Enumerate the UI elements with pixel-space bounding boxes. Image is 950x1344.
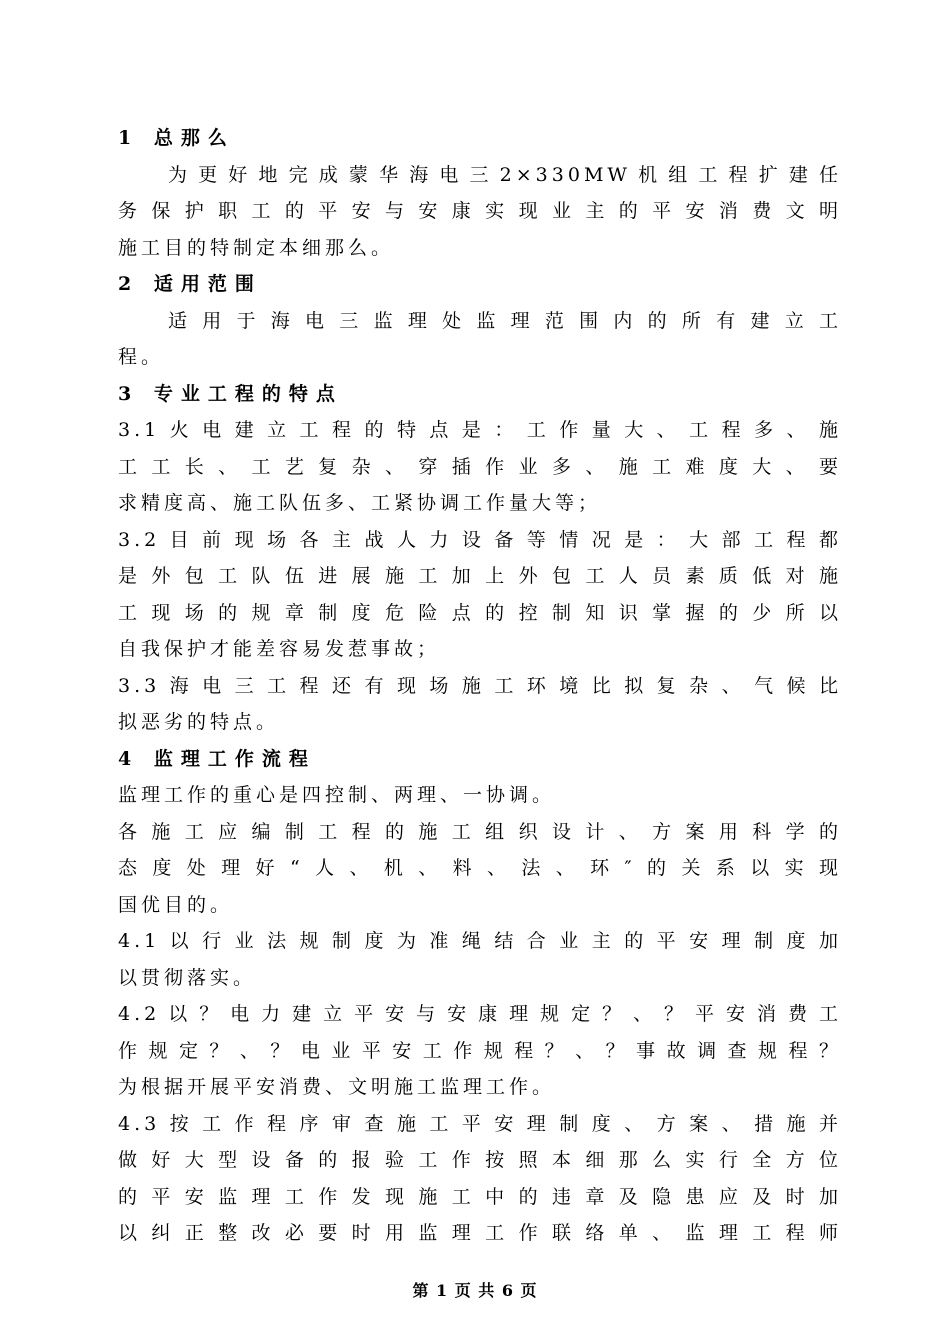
page-footer: 第 1 页 共 6 页 [412, 1281, 538, 1300]
section-heading: 2 适用范围 [118, 273, 262, 295]
body-text-line: 态度处理好“人、机、料、法、环″的关系以实现 [118, 857, 842, 879]
body-text-line: 务保护职工的平安与安康实现业主的平安消费文明 [118, 200, 842, 222]
body-text-line: 监理工作的重心是四控制、两理、一协调。 [118, 784, 556, 806]
body-text-line: 的平安监理工作发现施工中的违章及隐患应及时加 [118, 1185, 842, 1208]
body-text-line: 适用于海电三监理处监理范围内的所有建立工 [168, 309, 842, 332]
body-text-line: 为根据开展平安消费、文明施工监理工作。 [118, 1076, 556, 1098]
body-text-line: 作规定？、？电业平安工作规程？、？事故调查规程？ [118, 1039, 842, 1062]
body-text-line: 4.3按工作程序审查施工平安理制度、方案、措施并 [118, 1112, 842, 1135]
body-text-line: 以贯彻落实。 [118, 966, 257, 989]
body-text-line: 4.1以行业法规制度为准绳结合业主的平安理制度加 [118, 930, 842, 952]
body-text-line: 4.2以？电力建立平安与安康理规定？、？平安消费工 [118, 1003, 842, 1025]
body-text-line: 是外包工队伍进展施工加上外包工人员素质低对施 [118, 565, 842, 587]
body-text-line: 求精度高、施工队伍多、工紧协调工作量大等； [118, 492, 602, 514]
body-text-line: 3.2目前现场各主战人力设备等情况是：大部工程都 [118, 528, 842, 551]
body-text-line: 工现场的规章制度危险点的控制知识掌握的少所以 [118, 601, 842, 624]
body-text-line: 工工长、工艺复杂、穿插作业多、施工难度大、要 [118, 455, 842, 478]
body-text-line: 3.3海电三工程还有现场施工环境比拟复杂、气候比 [118, 674, 842, 697]
section-heading: 4 监理工作流程 [118, 747, 316, 770]
section-heading: 1 总那么 [118, 127, 235, 149]
body-text-line: 国优目的。 [118, 893, 234, 916]
body-text-line: 自我保护才能差容易发惹事故； [118, 638, 441, 660]
body-text-line: 3.1火电建立工程的特点是：工作量大、工程多、施 [118, 419, 842, 441]
body-text-line: 以纠正整改必要时用监理工作联络单、监理工程师 [118, 1222, 842, 1244]
body-text-line: 施工目的特制定本细那么。 [118, 236, 395, 259]
document-body [118, 120, 842, 1252]
section-heading: 3 专业工程的特点 [118, 382, 343, 405]
body-text-line: 拟恶劣的特点。 [118, 711, 280, 733]
body-text-line: 程。 [118, 346, 165, 368]
body-text-line: 各施工应编制工程的施工组织设计、方案用科学的 [118, 820, 842, 843]
body-text-line: 做好大型设备的报验工作按照本细那么实行全方位 [118, 1149, 842, 1171]
body-text-line: 为更好地完成蒙华海电三2×330MW机组工程扩建任 [168, 163, 842, 186]
